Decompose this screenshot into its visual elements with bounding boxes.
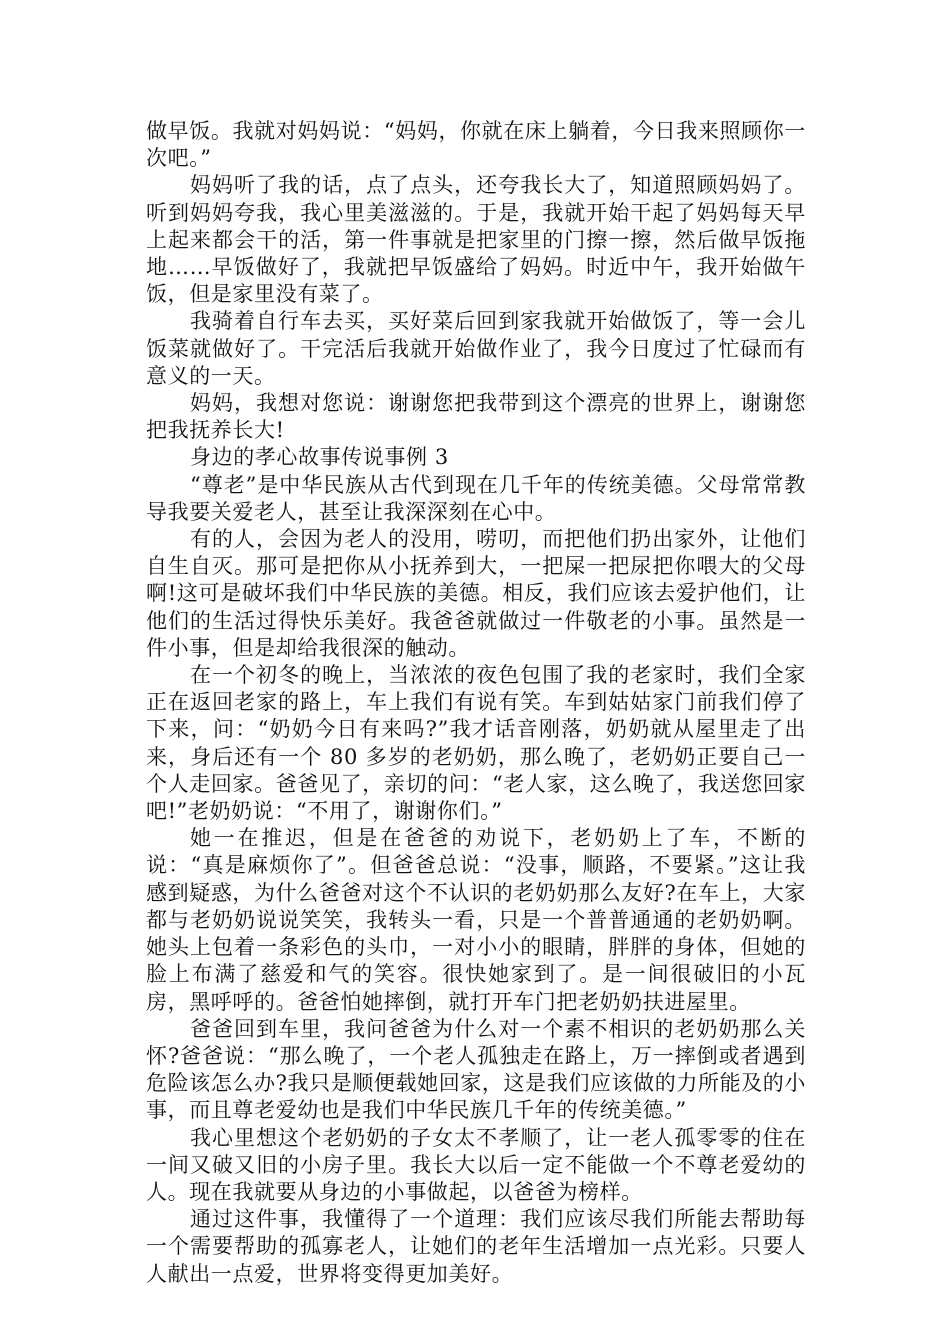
paragraph: 做早饭。我就对妈妈说：“妈妈，你就在床上躺着，今日我来照顾你一次吧。”	[146, 119, 806, 171]
paragraph: 通过这件事，我懂得了一个道理：我们应该尽我们所能去帮助每一个需要帮助的孤寡老人，让她们的老年生活增加一点光彩。只要人人献出一点爱，世界将变得更加美好。	[146, 1207, 806, 1286]
paragraph: 我骑着自行车去买，买好菜后回到家我就开始做饭了，等一会儿饭菜就做好了。干完活后我就开始做作业了，我今日度过了忙碌而有意义的一天。	[146, 309, 806, 388]
paragraph: 我心里想这个老奶奶的子女太不孝顺了，让一老人孤零零的住在一间又破又旧的小房子里。我长大以后一定不能做一个不尊老爱幼的人。现在我就要从身边的小事做起，以爸爸为榜样。	[146, 1125, 806, 1204]
paragraph: 爸爸回到车里，我问爸爸为什么对一个素不相识的老奶奶那么关怀?爸爸说：“那么晚了，一个老人孤独走在路上，万一摔倒或者遇到危险该怎么办?我只是顺便载她回家，这是我们应该做的力所能及的小事，而且尊老爱幼也是我们中华民族几千年的传统美德。”	[146, 1016, 806, 1123]
paragraph: “尊老”是中华民族从古代到现在几千年的传统美德。父母常常教导我要关爱老人，甚至让我深深刻在心中。	[146, 472, 806, 524]
paragraph: 妈妈听了我的话，点了点头，还夸我长大了，知道照顾妈妈了。听到妈妈夸我，我心里美滋滋的。于是，我就开始干起了妈妈每天早上起来都会干的活，第一件事就是把家里的门擦一擦，然后做早饭拖地……早饭做好了，我就把早饭盛给了妈妈。时近中午，我开始做午饭，但是家里没有菜了。	[146, 173, 806, 307]
paragraph: 有的人，会因为老人的没用，唠叨，而把他们扔出家外，让他们自生自灭。那可是把你从小抚养到大，一把屎一把尿把你喂大的父母啊!这可是破坏我们中华民族的美德。相反，我们应该去爱护他们，让他们的生活过得快乐美好。我爸爸就做过一件敬老的小事。虽然是一件小事，但是却给我很深的触动。	[146, 527, 806, 660]
document-body	[146, 118, 806, 1288]
paragraph: 在一个初冬的晚上，当浓浓的夜色包围了我的老家时，我们全家正在返回老家的路上，车上我们有说有笑。车到姑姑家门前我们停了下来，问：“奶奶今日有来吗?”我才话音刚落，奶奶就从屋里走了出来，身后还有一个 80 多岁的老奶奶，那么晚了，老奶奶正要自己一个人走回家。爸爸见了，亲切的问：“老人家，这么晚了，我送您回家吧!”老奶奶说：“不用了，谢谢你们。”	[146, 663, 806, 824]
paragraph: 妈妈，我想对您说：谢谢您把我带到这个漂亮的世界上，谢谢您把我抚养长大!	[146, 391, 806, 443]
section-title: 身边的孝心故事传说事例 3	[190, 445, 449, 470]
paragraph: 她一在推迟，但是在爸爸的劝说下，老奶奶上了车，不断的说：“真是麻烦你了”。但爸爸总说：“没事，顺路，不要紧。”这让我感到疑惑，为什么爸爸对这个不认识的老奶奶那么友好?在车上，大家都与老奶奶说说笑笑，我转头一看，只是一个普普通通的老奶奶啊。她头上包着一条彩色的头巾，一对小小的眼睛，胖胖的身体，但她的脸上布满了慈爱和气的笑容。很快她家到了。是一间很破旧的小瓦房，黑呼呼的。爸爸怕她摔倒，就打开车门把老奶奶扶进屋里。	[146, 826, 806, 1014]
